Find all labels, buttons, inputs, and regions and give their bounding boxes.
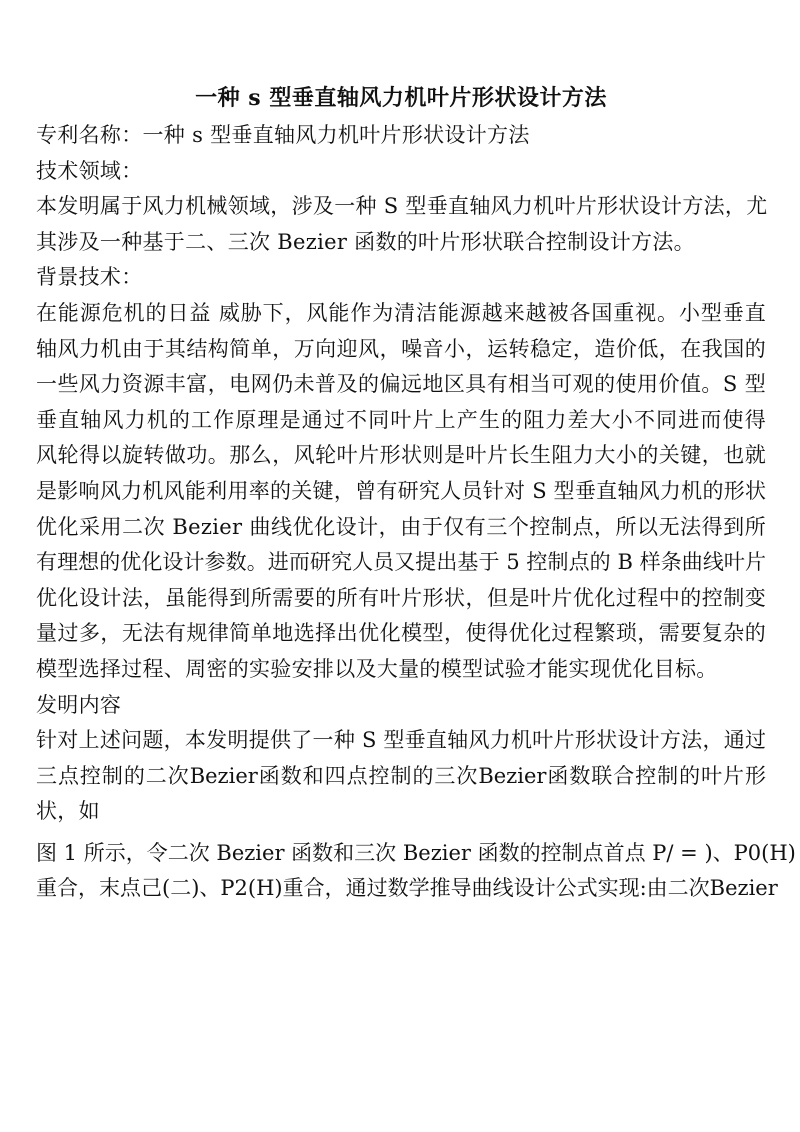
patent-name-line: 专利名称：一种 s 型垂直轴风力机叶片形状设计方法 [36,123,530,147]
body-line: 量过多，无法有规律简单地选择出优化模型，使得优化过程繁琐，需要复杂的 [36,621,766,646]
body-line: 有理想的优化设计参数。进而研究人员又提出基于 5 控制点的 B 样条曲线叶片 [36,550,766,575]
body-line: 优化采用二次 Bezier 曲线优化设计，由于仅有三个控制点，所以无法得到所 [36,514,766,539]
body-line: 其涉及一种基于二、三次 Bezier 函数的叶片形状联合控制设计方法。 [36,229,695,254]
body-line: 垂直轴风力机的工作原理是通过不同叶片上产生的阻力差大小不同进而使得 [36,407,766,432]
body-line: 是影响风力机风能利用率的关键，曾有研究人员针对 S 型垂直轴风力机的形状 [36,478,766,503]
body-line: 图 1 所示，令二次 Bezier 函数和三次 Bezier 函数的控制点首点 P/ = )、P0(H) [36,840,796,865]
section-heading-background: 背景技术： [36,265,143,290]
body-line: 模型选择过程、周密的实验安排以及大量的模型试验才能实现优化目标。 [36,656,718,681]
body-line: 一些风力资源丰富，电网仍未普及的偏远地区具有相当可观的使用价值。S 型 [36,372,766,397]
body-line: 状，如 [36,799,100,824]
body-line: 风轮得以旋转做功。那么，风轮叶片形状则是叶片长生阻力大小的关键，也就 [36,443,766,468]
body-line: 本发明属于风力机械领域，涉及一种 S 型垂直轴风力机叶片形状设计方法，尤 [36,194,768,219]
document-title: 一种 s 型垂直轴风力机叶片形状设计方法 [195,85,607,111]
body-line: 重合，末点己(二)、P2(H)重合，通过数学推导曲线设计公式实现:由二次Bezier [36,876,778,901]
body-line: 优化设计法，虽能得到所需要的所有叶片形状，但是叶片优化过程中的控制变 [36,585,766,610]
body-line: 三点控制的二次Bezier函数和四点控制的三次Bezier函数联合控制的叶片形 [36,763,766,788]
body-line: 针对上述问题，本发明提供了一种 S 型垂直轴风力机叶片形状设计方法，通过 [36,728,766,753]
section-heading-invention-content: 发明内容 [36,692,122,717]
body-line: 轴风力机由于其结构简单，万向迎风，噪音小，运转稳定，造价低，在我国的 [36,336,766,361]
section-heading-technical-field: 技术领域： [36,158,143,183]
body-line: 在能源危机的日益 威胁下，风能作为清洁能源越来越被各国重视。小型垂直 [36,300,766,325]
document-page [36,78,796,907]
